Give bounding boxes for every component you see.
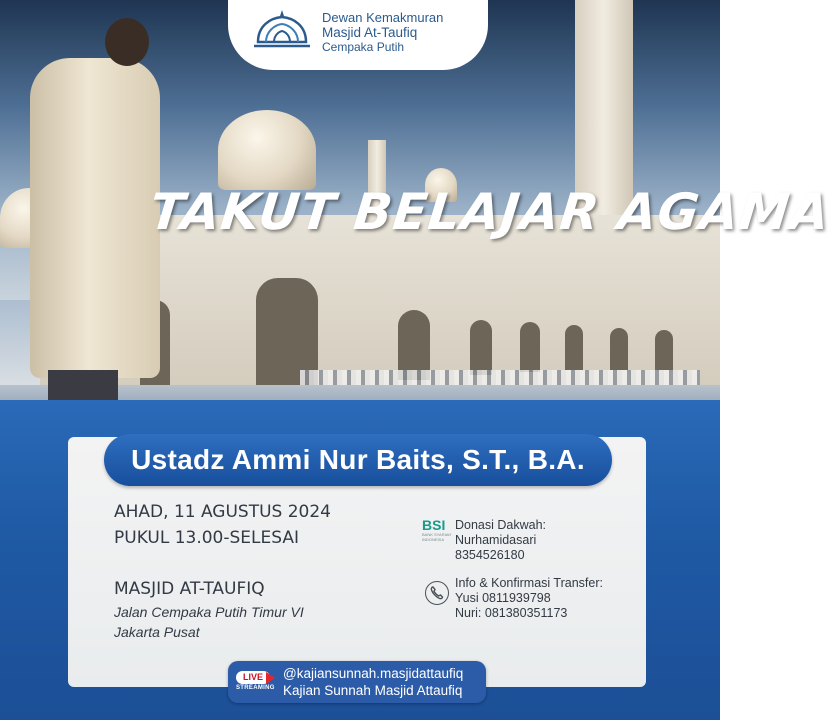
organization-logo — [228, 0, 488, 70]
logo-line-2: Masjid At-Taufiq — [322, 25, 418, 40]
donation-info — [455, 518, 546, 563]
person-head — [105, 18, 149, 66]
bsi-logo — [422, 518, 452, 546]
live-streaming-banner[interactable] — [228, 661, 486, 703]
donation-label: Donasi Dakwah: — [455, 518, 547, 532]
arch-3 — [520, 322, 540, 372]
contact-info — [455, 576, 603, 621]
donation-account: 8354526180 — [455, 548, 525, 562]
phone-icon — [425, 581, 449, 605]
live-streaming-icon — [236, 671, 278, 693]
contact-2: Nuri: 081380351173 — [455, 606, 568, 620]
dome-center — [218, 110, 316, 190]
bsi-logo-tagline: BANK SYARIAH INDONESIA — [422, 532, 452, 542]
live-badge-subtext: STREAMING — [236, 685, 275, 691]
live-badge-text: LIVE — [236, 671, 270, 684]
logo-line-1: Dewan Kemakmuran — [322, 10, 444, 25]
event-date: AHAD, 11 AGUSTUS 2024 — [114, 502, 331, 522]
event-time: PUKUL 13.00-SELESAI — [114, 528, 299, 548]
venue-name: MASJID AT-TAUFIQ — [114, 579, 265, 599]
bsi-logo-text: BSI — [422, 517, 446, 533]
speaker-banner — [104, 434, 612, 486]
donation-name: Nurhamidasari — [455, 533, 537, 547]
streaming-channel: Kajian Sunnah Masjid Attaufiq — [283, 683, 463, 698]
logo-text — [322, 10, 443, 55]
play-icon — [266, 672, 275, 684]
contact-1: Yusi 0811939798 — [455, 591, 551, 605]
streaming-handle[interactable]: @kajiansunnah.masjidattaufiq — [283, 666, 464, 681]
arch-5 — [610, 328, 628, 370]
crowd — [300, 370, 700, 386]
contact-label: Info & Konfirmasi Transfer: — [455, 576, 603, 590]
arch-6 — [655, 330, 673, 370]
mosque-dome-icon — [252, 8, 312, 50]
venue-address-line-1: Jalan Cempaka Putih Timur VI — [114, 604, 304, 620]
arch-2 — [470, 320, 492, 375]
streaming-text — [283, 665, 463, 699]
logo-line-3: Cempaka Putih — [322, 40, 405, 54]
arch-4 — [565, 325, 583, 370]
person-figure — [30, 58, 160, 378]
headline: TAKUT BELAJAR AGAMA — [146, 183, 833, 241]
venue-address-line-2: Jakarta Pusat — [114, 624, 200, 640]
speaker-name: Ustadz Ammi Nur Baits, S.T., B.A. — [131, 444, 585, 475]
